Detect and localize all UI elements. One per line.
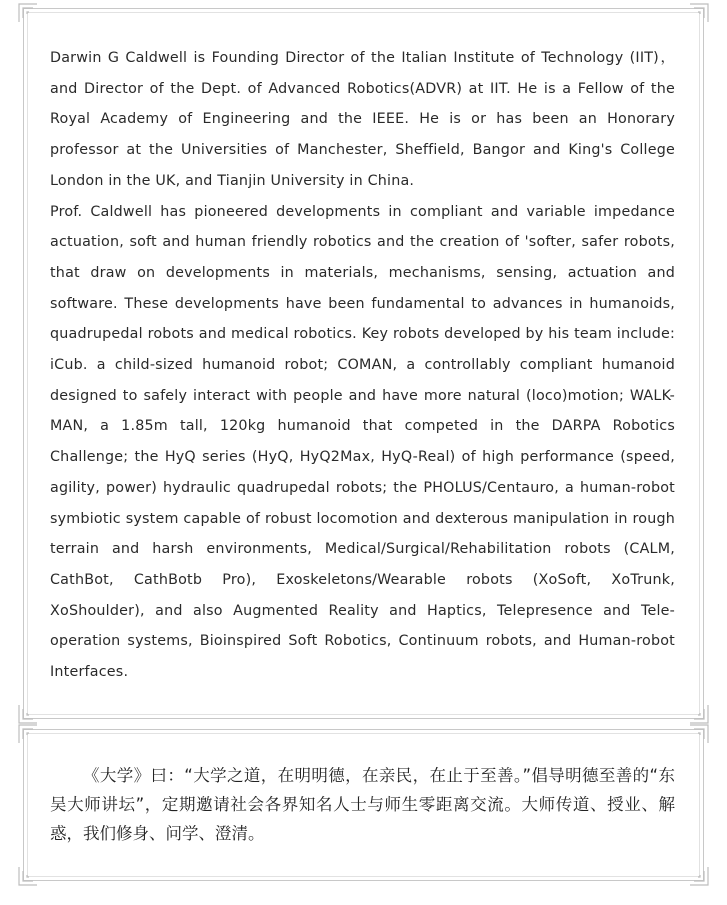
bio-frame	[23, 8, 704, 719]
quote-frame	[23, 729, 704, 881]
bio-paragraph-achievements: Prof. Caldwell has pioneered developments in compliant and variable impedance actuation, soft and human friendly robotics and the creation of 'softer, safer robots, that draw on developments in materials, mechanisms, sensing, actuation and software. These developments have been fundamental to advances in humanoids, quadrupedal robots and medical robotics. Key robots developed by his team include: iCub. a child-sized humanoid robot; COMAN, a controllably compliant humanoid designed to safely interact with people and have more natural (loco)motion; WALK-MAN, a 1.85m tall, 120kg humanoid that competed in the DARPA Robotics Challenge; the HyQ series (HyQ, HyQ2Max, HyQ-Real) of high performance (speed, agility, power) hydraulic quadrupedal robots; the PHOLUS/Centauro, a human-robot symbiotic system capable of robust locomotion and dexterous manipulation in rough terrain and harsh environments, Medical/Surgical/Rehabilitation robots (CALM, CathBot, CathBotb Pro), Exoskeletons/Wearable robots (XoSoft, XoTrunk, XoShoulder), and also Augmented Reality and Haptics, Telepresence and Tele-operation systems, Bioinspired Soft Robotics, Continuum robots, and Human-robot Interfaces.	[50, 203, 675, 681]
bio-paragraph-intro: Darwin G Caldwell is Founding Director of the Italian Institute of Technology (IIT)， and Director of the Dept. of Advanced Robotics(ADVR) at IIT. He is a Fellow of the Royal Academy of Engineering and the IEEE. He is or has been an Honorary professor at the Universities of Manchester, Sheffield, Bangor and King's College London in the UK, and Tianjin University in China.	[50, 50, 675, 189]
fret-corner-icon	[689, 3, 709, 23]
fret-corner-icon	[689, 724, 709, 744]
fret-corner-icon	[18, 704, 38, 724]
lecture-series-quote: 《大学》曰：“大学之道，在明明德，在亲民，在止于至善。”倡导明德至善的“东吴大师讲坛”，定期邀请社会各界知名人士与师生零距离交流。大师传道、授业、解惑，我们修身、问学、澄清。	[50, 766, 675, 843]
bio-text	[50, 43, 675, 688]
fret-corner-icon	[18, 3, 38, 23]
fret-corner-icon	[18, 724, 38, 744]
fret-corner-icon	[18, 866, 38, 886]
fret-corner-icon	[689, 704, 709, 724]
fret-corner-icon	[689, 866, 709, 886]
